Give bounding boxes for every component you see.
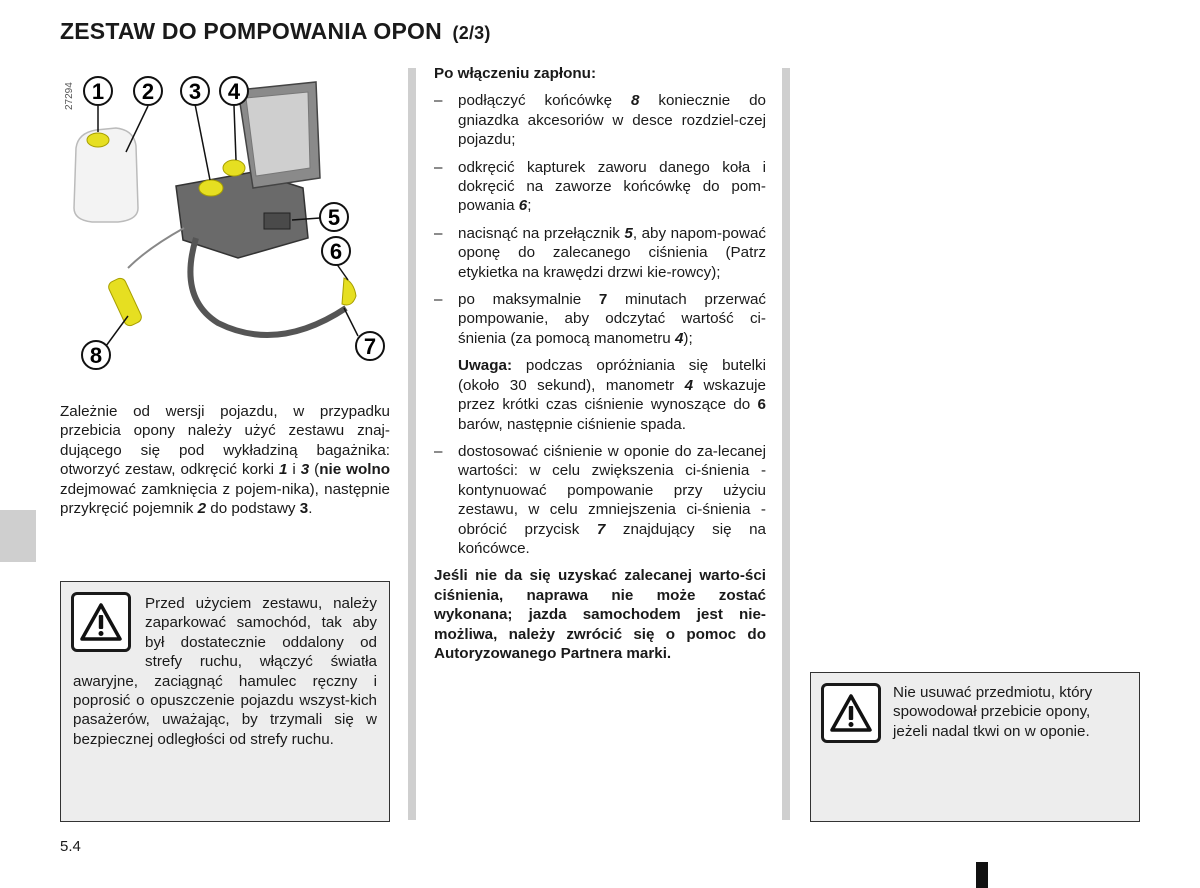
final-warning-paragraph: Jeśli nie da się uzyskać zalecanej warto-ści ciśnienia, naprawa nie może zostać wykonana; jazda samochodem jest nie-możliwa, należy zwrócić się o pomoc do Autoryzowanego Partnera marki. (434, 567, 766, 662)
power-cable (128, 228, 184, 268)
warning-text: Przed użyciem zestawu, należy zaparkować samochód, tak aby był dostatecznie oddalony od strefy ruchu, włączyć światła awaryjne, zaciągnąć hamulec ręczny i poprosić o opuszczenie pojazdu wszyst-kich pasażerów, uważając, by trzymali się w bezpiecznej odległości od strefy ruchu. (73, 595, 377, 748)
list-item: – odkręcić kapturek zaworu danego koła i dokręcić na zaworze końcówkę do pom-powania 6; (434, 158, 766, 215)
switch-5 (264, 213, 290, 229)
manometer-4 (223, 160, 245, 176)
section-tab (0, 510, 36, 562)
svg-text:6: 6 (329, 239, 343, 264)
kit-illustration-svg (58, 68, 398, 378)
callout-5 (320, 203, 348, 231)
list-item: – po maksymalnie 7 minutach przerwać pompowanie, aby odczytać wartość ci-śnienia (za pomocą manometru 4); (434, 291, 766, 347)
figure-code: 27294 (64, 82, 75, 110)
instructions-column (434, 64, 766, 663)
column-divider (782, 68, 790, 820)
list-item: – podłączyć końcówkę 8 koniecznie do gniazdka akcesoriów w desce rozdziel-czej pojazdu; (434, 92, 766, 149)
corner-mark (976, 862, 988, 888)
page-title (60, 18, 491, 45)
instructions-lead: Po włączeniu zapłonu: (434, 65, 597, 82)
page-title-part: (2/3) (452, 23, 491, 43)
warning-text: Nie usuwać przedmiotu, który spowodował przebicie opony, jeżeli nadal tkwi on w oponie. (893, 684, 1093, 740)
kit-illustration (58, 68, 398, 378)
svg-text:8: 8 (89, 343, 103, 368)
list-item: – nacisnąć na przełącznik 5, aby napom-pować oponę do zalecanego ciśnienia (Patrz etykietka na krawędzi drzwi kie-rowcy); (434, 224, 766, 281)
callout-1 (84, 77, 112, 105)
svg-text:7: 7 (363, 334, 377, 359)
note-paragraph: Uwaga: podczas opróżniania się butelki (około 30 sekund), manometr 4 wskazuje przez krótki czas ciśnienie wynoszące do 6 barów, następnie ciśnienie spada. (458, 357, 766, 433)
bottle-cap (87, 133, 109, 147)
callout-6 (322, 237, 350, 265)
warning-triangle-icon (821, 683, 881, 743)
column-divider (408, 68, 416, 820)
warning-box-puncture (810, 672, 1140, 822)
intro-paragraph: Zależnie od wersji pojazdu, w przypadku przebicia opony należy użyć zestawu znaj-dującego się pod wykładziną bagażnika: otworzyć zestaw, odkręcić korki 1 i 3 (nie wolno zdejmować zamknięcia z pojem-nika), następnie przykręcić pojemnik 2 do podstawy 3. (60, 403, 390, 518)
svg-text:4: 4 (227, 79, 241, 104)
svg-text:5: 5 (327, 205, 341, 230)
page-number: 5.4 (60, 838, 81, 855)
warning-box-safety (60, 581, 390, 822)
svg-text:2: 2 (141, 79, 155, 104)
warning-triangle-icon (71, 592, 131, 652)
callout-3 (181, 77, 209, 105)
svg-text:1: 1 (91, 79, 105, 104)
callout-8 (82, 341, 110, 369)
callout-2 (134, 77, 162, 105)
callout-4 (220, 77, 248, 105)
svg-text:3: 3 (188, 79, 202, 104)
lid-label (246, 92, 310, 176)
callout-7 (356, 332, 384, 360)
list-item: – dostosować ciśnienie w oponie do za-lecanej wartości: w celu zwiększenia ci-śnienia - kontynuować pompowanie przy użyciu zestawu, w celu zmniejszenia ci-śnienia - obrócić przycisk 7 znajdujący się na końcówce. (434, 442, 766, 557)
cap-3 (199, 180, 223, 196)
page-title-text: ZESTAW DO POMPOWANIA OPON (60, 18, 442, 44)
valve-connector-6 (342, 278, 356, 305)
